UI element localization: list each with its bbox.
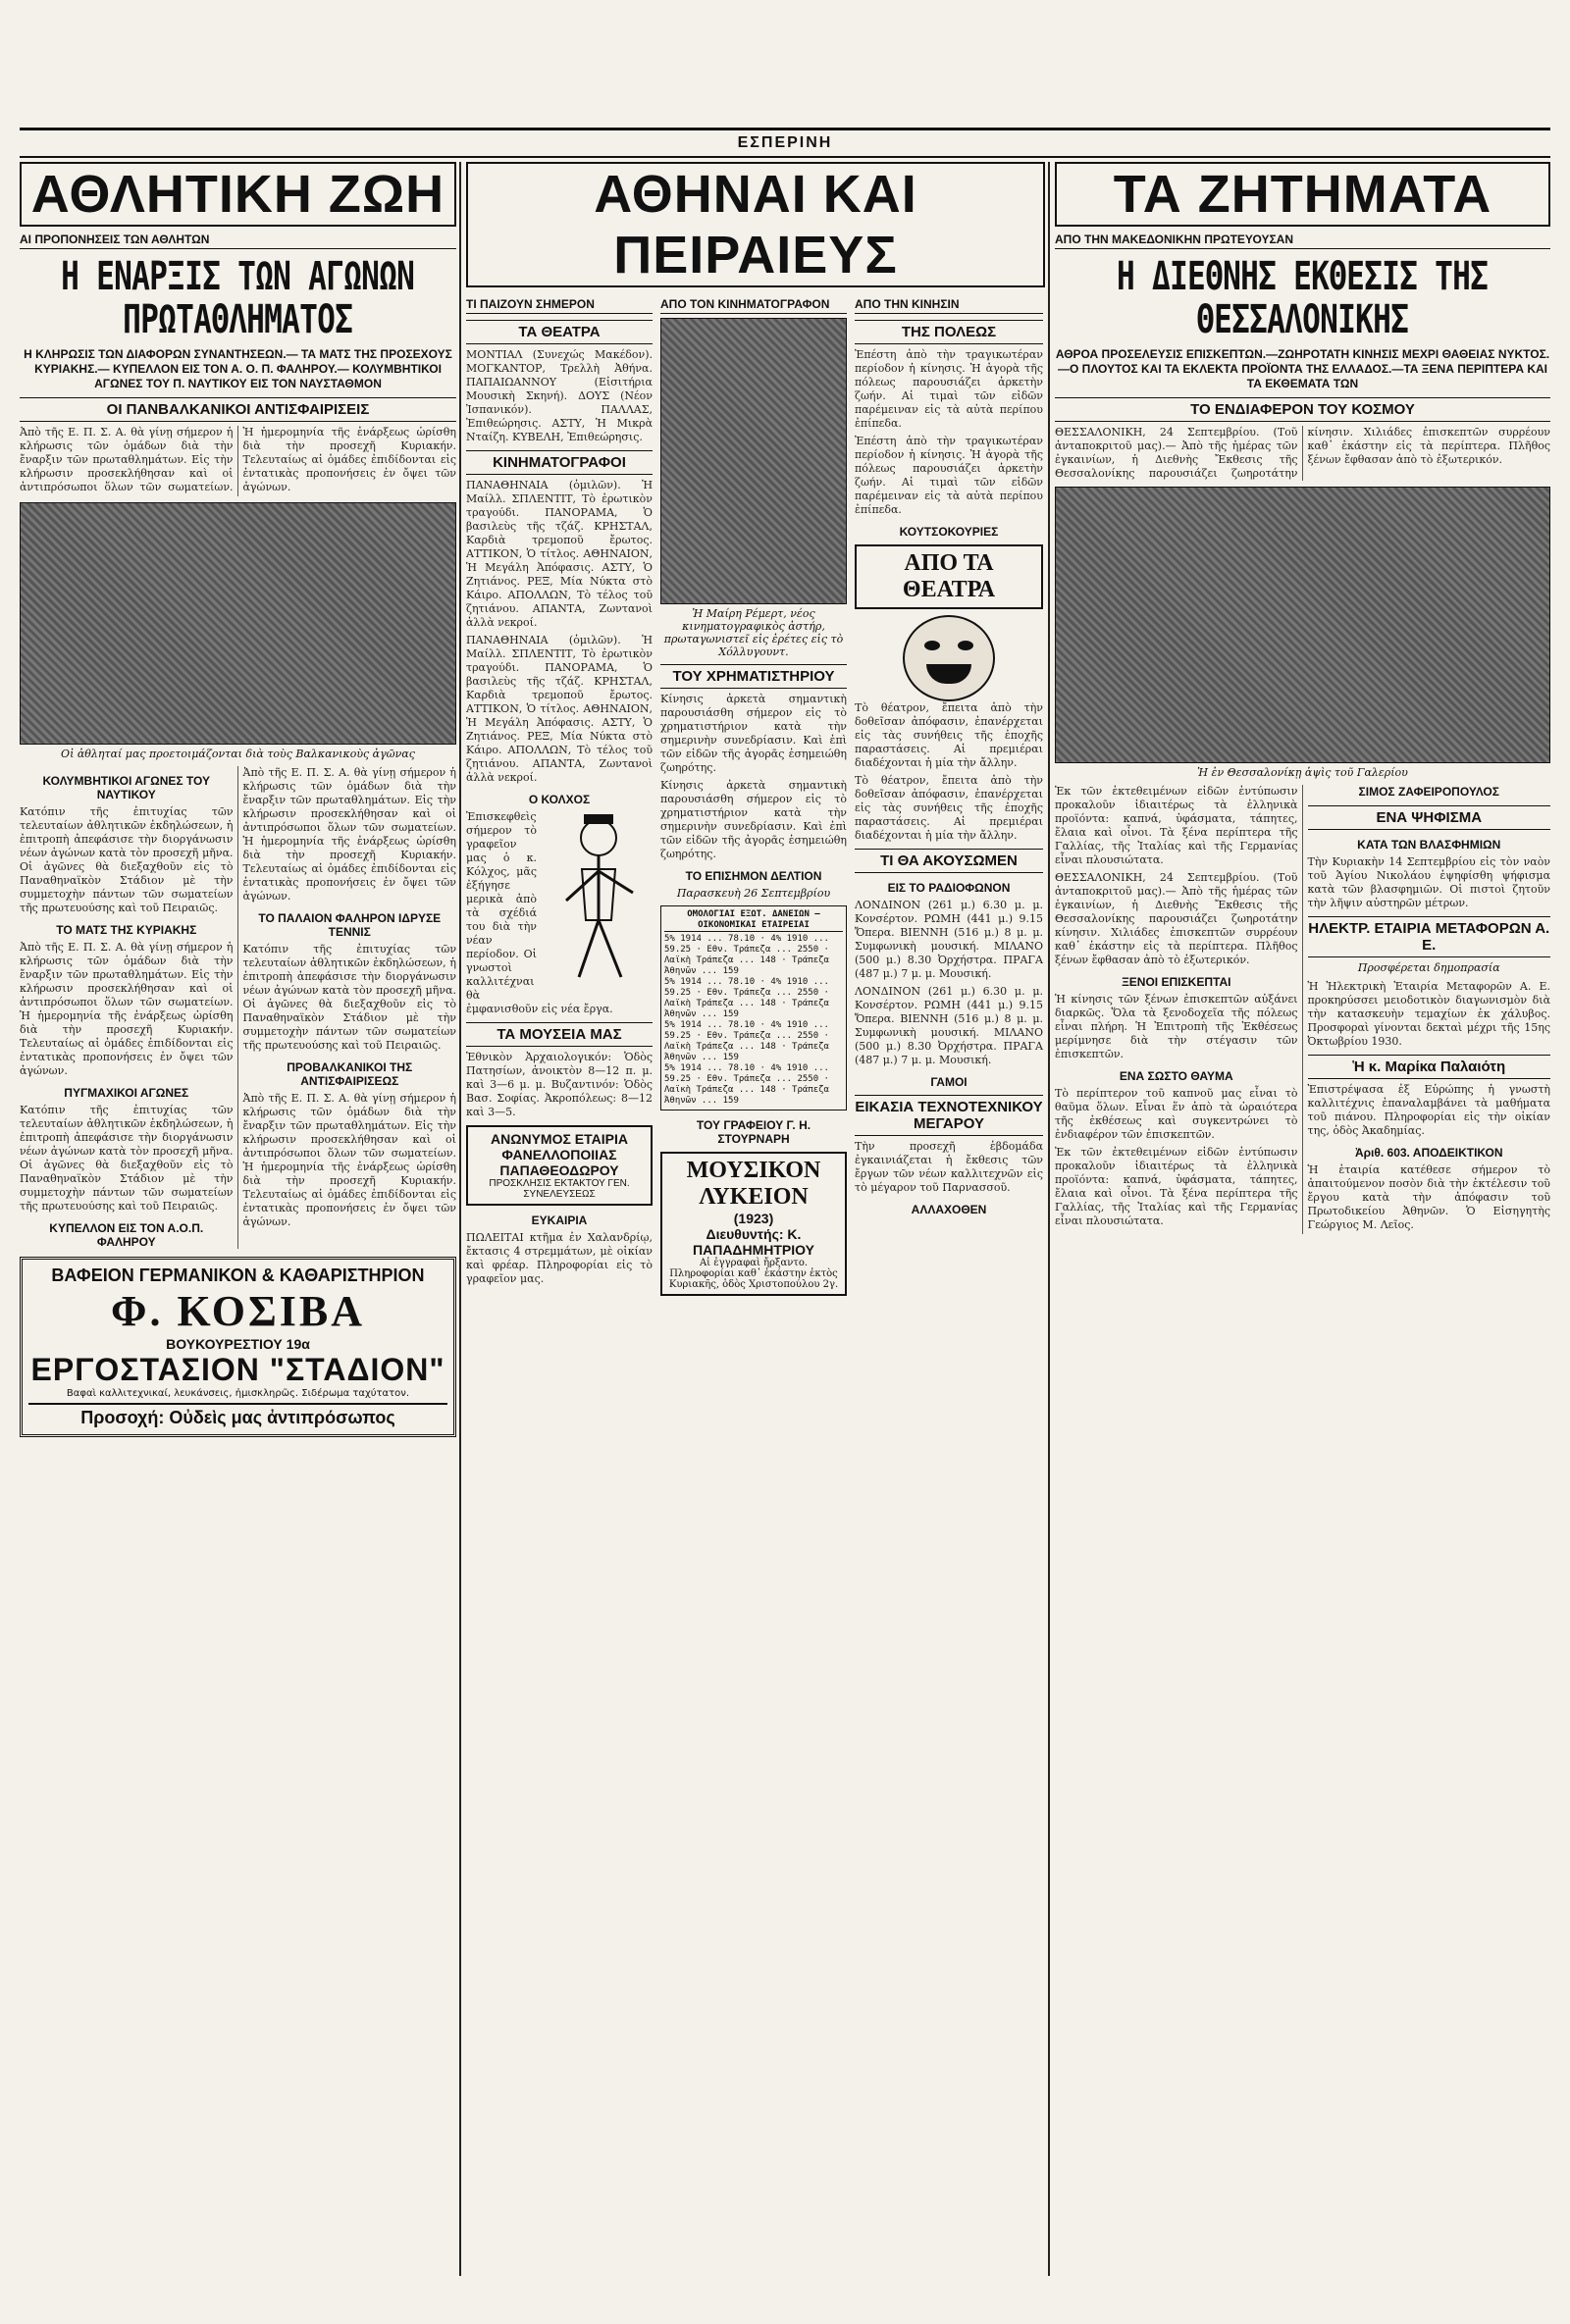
sport-text: Κατόπιν τῆς ἐπιτυχίας τῶν τελευταίων ἀθλητικῶν ἐκδηλώσεων, ἡ ἐπιτροπὴ ἀπεφάσισε τὴν διοργάνωσιν νέων ἀγώνων κατὰ τὸν προσεχῆ μῆνα. Οἱ ἀγῶνες θὰ διεξαχθοῦν εἰς τὸ Παναθηναϊκὸν Στάδιον μὲ τὴν συμμετοχὴν πάντων τῶν σωματείων τῆς πρωτευούσης καὶ τοῦ Πειραιῶς. <box>20 805 234 914</box>
truth-text: Τὸ περίπτερον τοῦ καπνοῦ μας εἶναι τὸ θαῦμα ὅλων. Εἶναι ἕν ἀπὸ τὰ ὡραιότερα τῆς ἐκθέσεως καὶ συγκεντρώνει τὸ ἐνδιαφέρον τῶν ἐπισκεπτῶν. <box>1055 1087 1298 1141</box>
theatres-list: ΜΟΝΤΙΑΛ (Συνεχώς Μακέδον). ΜΟΓΚΑΝΤΟΡ, Τρελλὴ Ἀθήνα. ΠΑΠΑΙΩΑΝΝΟΥ (Εἰσιτήρια Μουσικὴ Σκηνή). ΔΟΥΣ (Νέον Ἰσπανικόν). ΠΑΛΛΑΣ, Ἐπιθεώρησις. ΑΣΤΥ, Ἡ Μικρὰ Νταίζη. ΚΥΒΕΛΗ, Ἐπιθεώρησις. <box>466 348 653 443</box>
author: ΣΙΜΟΣ ΖΑΦΕΙΡΟΠΟΥΛΟΣ <box>1358 785 1499 799</box>
athens-column <box>466 162 1045 2276</box>
cup-heading: ΚΥΠΕΛΛΟΝ ΕΙΣ ΤΟΝ Α.Ο.Π. ΦΑΛΗΡΟΥ <box>49 1221 204 1249</box>
paleoti-text: Ἐπιστρέψασα ἐξ Εὐρώπης ἡ γνωστὴ καλλιτέχνις ἐπαναλαμβάνει τὰ μαθήματα τοῦ πιάνου. Πληροφορίαι εἰς τὴν οἰκίαν της, ὁδὸς Ἀκαδημίας. <box>1307 1083 1550 1137</box>
gamoi-heading: ΓΑΜΟΙ <box>930 1075 968 1089</box>
koros-text: Ἐπισκεφθεὶς σήμερον τὸ γραφεῖον μας ὁ κ. Κόλχος, μᾶς ἐξήγησε μερικὰ ἀπὸ τὰ σχέδιά του διὰ τὴν νέαν περίοδον. Οἱ γνωστοὶ καλλιτέχναι θὰ ἐμφανισθοῦν εἰς νέα ἔργα. <box>466 810 613 1015</box>
theatre-box-title: ΑΠΟ ΤΑ ΘΕΑΤΡΑ <box>902 550 996 602</box>
ad-factory: ΕΡΓΟΣΤΑΣΙΟΝ "ΣΤΑΔΙΟΝ" <box>30 1352 445 1387</box>
sport-header: ΑΘΛΗΤΙΚΗ ΖΩΗ <box>20 162 456 227</box>
masthead <box>20 128 1550 158</box>
kosiva-advertisement <box>20 1257 456 1437</box>
column-divider <box>1048 162 1050 2276</box>
ad-notice: Προσοχή: Οὐδεὶς μας ἀντιπρόσωπος <box>28 1403 447 1428</box>
sport-headline: Η ΕΝΑΡΞΙΣ ΤΩΝ ΑΓΩΝΩΝ ΠΡΩΤΑΘΛΗΜΑΤΟΣ <box>61 254 415 342</box>
theatre-box <box>855 544 1043 609</box>
company-notice <box>466 1125 653 1206</box>
athens-header: ΑΘΗΝΑΙ ΚΑΙ ΠΕΙΡΑΙΕΥΣ <box>466 162 1045 287</box>
eikasia-text: Τὴν προσεχῆ ἑβδομάδα ἐγκαινιάζεται ἡ ἔκθεσις τῶν ἔργων τῶν νέων καλλιτεχνῶν εἰς τὸ μέγαρον τοῦ Παρνασσοῦ. <box>855 1140 1043 1194</box>
issues-text: ΘΕΣΣΑΛΟΝΙΚΗ, 24 Σεπτεμβρίου. (Τοῦ ἀνταποκριτοῦ μας).— Ἀπὸ τῆς ἡμέρας τῶν ἐγκαινίων, ἡ Διεθνὴς Ἔκθεσις τῆς Θεσσαλονίκης παρουσιάζει ζωηροτάτην κίνησιν. Χιλιάδες ἐπισκεπτῶν συρρέουν καθ᾽ ἑκάστην εἰς τὰ περίπτερα. Πλῆθος ξένων ἔφθασαν ἀπὸ τὸ ἐξωτερικόν. <box>1055 426 1550 480</box>
cartoon-man-icon <box>545 810 653 987</box>
table-rows: 5% 1914 ... 78.10 · 4% 1910 ... 59.25 · Εθν. Τράπεζα ... 2550 · Λαϊκὴ Τράπεζα ... 148 · Τράπεζα Ἀθηνῶν ... 159 <box>664 1063 829 1106</box>
elec-heading: ΗΛΕΚΤΡ. ΕΤΑΙΡΙΑ ΜΕΤΑΦΟΡΩΝ Α. Ε. <box>1308 916 1551 957</box>
theatre-mask-icon <box>903 615 995 701</box>
issues-text: Ἐκ τῶν ἐκτεθειμένων εἰδῶν ἐντύπωσιν προκαλοῦν ἰδιαιτέρως τὰ ἐλληνικὰ προϊόντα: καπνά, ὑφάσματα, τάπητες, ἔλαια καὶ οἶνοι. Τὰ ξένα περίπτερα τῆς Γαλλίας, τῆς Ἰταλίας καὶ τῆς Γερμανίας εἶναι πλουσιώτατα. <box>1055 1146 1298 1227</box>
issues-kicker: ΑΠΟ ΤΗΝ ΜΑΚΕΔΟΝΙΚΗΝ ΠΡΩΤΕΥΟΥΣΑΝ <box>1055 231 1550 249</box>
boxing-heading: ΠΥΓΜΑΧΙΚΟΙ ΑΓΩΝΕΣ <box>64 1086 189 1100</box>
theatres-block <box>466 291 653 1302</box>
koros-heading: Ο ΚΟΛΧΟΣ <box>528 793 591 806</box>
sport-text: Κατόπιν τῆς ἐπιτυχίας τῶν τελευταίων ἀθλητικῶν ἐκδηλώσεων, ἡ ἐπιτροπὴ ἀπεφάσισε τὴν διοργάνωσιν νέων ἀγώνων κατὰ τὸν προσεχῆ μῆνα. Οἱ ἀγῶνες θὰ διεξαχθοῦν εἰς τὸ Παναθηναϊκὸν Στάδιον μὲ τὴν συμμετοχὴν πάντων τῶν σωματείων τῆς πρωτευούσης καὶ τοῦ Πειραιῶς. <box>20 1104 234 1213</box>
museum-heading: ΤΑ ΜΟΥΣΕΙΑ ΜΑΣ <box>466 1022 653 1047</box>
exchange-heading: ΤΟΥ ΧΡΗΜΑΤΙΣΤΗΡΙΟΥ <box>660 664 847 689</box>
cinemas-list: ΠΑΝΑΘΗΝΑΙΑ (ὁμιλῶν). Ἡ Μαίλλ. ΣΠΛΕΝΤΙΤ, Τὸ ἐρωτικὸν τραγούδι. ΠΑΝΟΡΑΜΑ, Ὁ βασιλεὺς τῆς τζάζ. ΚΡΗΣΤΑΛ, Καρδιὰ τρεμοποῦ ἔρωτος. ΑΤΤΙΚΟΝ, Ὁ τίτλος. ΑΘΗΝΑΙΟΝ, Ἡ Μεγάλη Ἀπόφασις. ΑΣΤΥ, Ὁ Ζητιάνος. ΡΕΞ, Μία Νύκτα στὸ Κάιρο. ΑΠΟΛΛΩΝ, Τὸ τέλος τοῦ ζητιάνου. ΑΠΑΝΤΑ, Ζωντανοὶ ἀλλὰ νεκροί. <box>466 479 653 629</box>
cinemas-heading: ΚΙΝΗΜΑΤΟΓΡΑΦΟΙ <box>466 450 653 475</box>
stock-table <box>660 905 847 1110</box>
sport-section: ΟΙ ΠΑΝΒΑΛΚΑΝΙΚΟΙ ΑΝΤΙΣΦΑΙΡΙΣΕΙΣ <box>20 397 456 422</box>
sport-subhead: Η ΚΛΗΡΩΣΙΣ ΤΩΝ ΔΙΑΦΟΡΩΝ ΣΥΝΑΝΤΗΣΕΩΝ.— ΤΑ ΜΑΤΣ ΤΗΣ ΠΡΟΣΕΧΟΥΣ ΚΥΡΙΑΚΗΣ.— ΚΥΠΕΛΛΟΝ ΕΙΣ ΤΟΝ Α. Ο. Π. ΦΑΛΗΡΟΥ.— ΚΟΛΥΜΒΗΤΙΚΟΙ ΑΓΩΝΕΣ ΤΟΥ Π. ΝΑΥΤΙΚΟΥ ΕΙΣ ΤΟΝ ΝΑΥΣΤΑΘΜΟΝ <box>24 347 452 390</box>
radio-text: ΛΟΝΔΙΝΟΝ (261 μ.) 6.30 μ. μ. Κονσέρτον. ΡΩΜΗ (441 μ.) 9.15 Ὄπερα. ΒΙΕΝΝΗ (516 μ.) 8 μ. μ. Συμφωνικὴ μουσική. ΜΙΛΑΝΟ (500 μ.) 8.30 Ὀρχήστρα. ΠΡΑΓΑ (487 μ.) 7 μ. μ. Μουσική. <box>855 899 1043 980</box>
notice-text: Ἡ ἑταιρία κατέθεσε σήμερον τὸ ἀπαιτούμενον ποσὸν διὰ τὴν ἐκτέλεσιν τοῦ ἔργου κατὰ τὴν ἀπόφασιν τοῦ Πρωτοδικείου Ἀθηνῶν. Ὁ Εἰσηγητὴς Γεώργιος Μ. Λεῖος. <box>1307 1163 1550 1231</box>
company-title: ΑΝΩΝΥΜΟΣ ΕΤΑΙΡΙΑ ΦΑΝΕΛΛΟΠΟΙΙΑΣ ΠΑΠΑΘΕΟΔΩΡΟΥ <box>491 1131 628 1178</box>
lyceum-title: ΜΟΥΣΙΚΟΝ ΛΥΚΕΙΟΝ <box>686 1158 821 1210</box>
allaxothen-heading: ΑΛΛΑΧΟΘΕΝ <box>911 1203 987 1216</box>
nautical-heading: ΚΟΛΥΜΒΗΤΙΚΟΙ ΑΓΩΝΕΣ ΤΟΥ ΝΑΥΤΙΚΟΥ <box>42 774 211 801</box>
sport-text: Ἀπὸ τῆς Ε. Π. Σ. Α. θὰ γίνῃ σήμερον ἡ κλήρωσις τῶν ὁμάδων διὰ τὴν ἔναρξιν τῶν πρωταθλημάτων. Εἰς τὴν κλήρωσιν προσεκλήθησαν καὶ οἱ ἀντιπρόσωποι ὅλων τῶν σωματείων. Ἡ ἡμερομηνία τῆς ἐνάρξεως ὡρίσθη διὰ τὴν προσεχῆ Κυριακήν. Τελευταίως αἱ ὁμάδες ἐπιδίδονται εἰς ἐντατικὰς προπονήσεις ἐν ὄψει τῶν ἀγώνων. <box>242 766 456 903</box>
table-rows: 5% 1914 ... 78.10 · 4% 1910 ... 59.25 · Εθν. Τράπεζα ... 2550 · Λαϊκὴ Τράπεζα ... 148 · Τράπεζα Ἀθηνῶν ... 159 <box>664 977 829 1019</box>
motion-kicker: ΑΠΟ ΤΗΝ ΚΙΝΗΣΙΝ <box>855 295 1043 314</box>
cinema-block <box>660 291 847 1302</box>
falirou-heading: ΤΟ ΠΑΛΑΙΟΝ ΦΑΛΗΡΟΝ ΙΔΡΥΣΕ ΤΕΝΝΙΣ <box>258 911 442 939</box>
stournari-heading: ΤΟΥ ΓΡΑΦΕΙΟΥ Γ. Η. ΣΤΟΥΡΝΑΡΗ <box>696 1118 811 1146</box>
eikasia-heading: ΕΙΚΑΣΙΑ ΤΕΧΝΟΤΕΧΝΙΚΟΥ ΜΕΓΑΡΟΥ <box>855 1095 1043 1136</box>
lyceum-year: (1923) <box>733 1211 774 1226</box>
official-heading: ΤΟ ΕΠΙΣΗΜΟΝ ΔΕΛΤΙΟΝ <box>685 869 822 883</box>
arch-photo <box>1055 487 1550 763</box>
eukairia-heading: ΕΥΚΑΙΡΙΑ <box>531 1214 588 1227</box>
masthead-title: ΕΣΠΕΡΙΝΗ <box>737 134 833 151</box>
ad-desc: Βαφαὶ καλλιτεχνικαί, λευκάνσεις, ἡμισκληρῶς. Σιδέρωμα ταχύτατον. <box>66 1388 410 1399</box>
vote-sub: ΚΑΤΑ ΤΩΝ ΒΛΑΣΦΗΜΙΩΝ <box>1357 838 1501 852</box>
ad-address: ΒΟΥΚΟΥΡΕΣΤΙΟΥ 19α <box>166 1336 310 1352</box>
vote-text: Τὴν Κυριακὴν 14 Σεπτεμβρίου εἰς τὸν ναὸν τοῦ Ἁγίου Νικολάου ἐψηφίσθη ψήφισμα κατὰ τῶν βλασφημιῶν. Οἱ πιστοὶ ζητοῦν τὴν λῆψιν αὐστηρῶν μέτρων. <box>1307 855 1550 909</box>
visitors-text: Ἡ κίνησις τῶν ξένων ἐπισκεπτῶν αὐξάνει διαρκῶς. Ὅλα τὰ ξενοδοχεῖα τῆς πόλεως εἶναι πλήρη. Ἡ Ἐπιτροπὴ τῆς Ἐκθέσεως μερίμνησε διὰ τὴν στέγασιν τῶν ἐπισκεπτῶν. <box>1055 993 1298 1060</box>
table-rows: 5% 1914 ... 78.10 · 4% 1910 ... 59.25 · Εθν. Τράπεζα ... 2550 · Λαϊκὴ Τράπεζα ... 148 · Τράπεζα Ἀθηνῶν ... 159 <box>664 934 829 976</box>
exchange-text: Κίνησις ἀρκετὰ σημαντικὴ παρουσιάσθη σήμερον εἰς τὸ χρηματιστήριον κατὰ τὴν σημερινὴν συνεδρίασιν. Καὶ ἐπὶ τῶν εἰδῶν τῆς ἀγορᾶς ἐσημειώθη ζωηρότης. <box>660 779 847 860</box>
radio-text: ΛΟΝΔΙΝΟΝ (261 μ.) 6.30 μ. μ. Κονσέρτον. ΡΩΜΗ (441 μ.) 9.15 Ὄπερα. ΒΙΕΝΝΗ (516 μ.) 8 μ. μ. Συμφωνικὴ μουσική. ΜΙΛΑΝΟ (500 μ.) 8.30 Ὀρχήστρα. ΠΡΑΓΑ (487 μ.) 7 μ. μ. Μουσική. <box>855 985 1043 1066</box>
koutsou-heading: ΚΟΥΤΣΟΚΟΥΡΙΕΣ <box>899 525 999 539</box>
paleoti-heading: Ἡ κ. Μαρίκα Παλαιότη <box>1308 1055 1551 1079</box>
elec-sub: Προσφέρεται δημοπρασία <box>1357 961 1500 974</box>
lyceum-text: Αἱ ἐγγραφαὶ ἤρξαντο. Πληροφορίαι καθ᾽ ἑκάστην ἐκτὸς Κυριακῆς, ὁδὸς Χριστοπούλου 2γ. <box>668 1258 839 1290</box>
sport-kicker: ΑΙ ΠΡΟΠΟΝΗΣΕΙΣ ΤΩΝ ΑΘΛΗΤΩΝ <box>20 231 456 249</box>
sport-text: Ἀπὸ τῆς Ε. Π. Σ. Α. θὰ γίνῃ σήμερον ἡ κλήρωσις τῶν ὁμάδων διὰ τὴν ἔναρξιν τῶν πρωταθλημάτων. Εἰς τὴν κλήρωσιν προσεκλήθησαν καὶ οἱ ἀντιπρόσωποι ὅλων τῶν σωματείων. Ἡ ἡμερομηνία τῆς ἐνάρξεως ὡρίσθη διὰ τὴν προσεχῆ Κυριακήν. Τελευταίως αἱ ὁμάδες ἐπιδίδονται εἰς ἐντατικὰς προπονήσεις ἐν ὄψει τῶν ἀγώνων. <box>242 1092 456 1228</box>
official-date: Παρασκευὴ 26 Σεπτεμβρίου <box>676 887 831 900</box>
issues-text: ΘΕΣΣΑΛΟΝΙΚΗ, 24 Σεπτεμβρίου. (Τοῦ ἀνταποκριτοῦ μας).— Ἀπὸ τῆς ἡμέρας τῶν ἐγκαινίων, ἡ Διεθνὴς Ἔκθεσις τῆς Θεσσαλονίκης παρουσιάζει ζωηροτάτην κίνησιν. Χιλιάδες ἐπισκεπτῶν συρρέουν καθ᾽ ἑκάστην εἰς τὰ περίπτερα. Πλῆθος ξένων ἔφθασαν ἀπὸ τὸ ἐξωτερικόν. <box>1055 871 1298 966</box>
lyceum-box <box>660 1152 847 1296</box>
motion-text: Ἐπέστη ἀπὸ τὴν τραγικωτέραν περίοδον ἡ κίνησις. Ἡ ἀγορὰ τῆς πόλεως παρουσιάζει ἀρκετὴν ζωήν. Αἱ τιμαὶ τῶν εἰδῶν παρέμειναν εἰς τὰ αὐτὰ περίπου ἐπίπεδα. <box>855 435 1043 516</box>
visitors-heading: ΞΕΝΟΙ ΕΠΙΣΚΕΠΤΑΙ <box>1122 975 1231 989</box>
mask-eye <box>924 641 940 650</box>
ad-name: Φ. ΚΟΣΙΒΑ <box>110 1287 366 1335</box>
notice-heading: Ἀριθ. 603. ΑΠΟΔΕΙΚΤΙΚΟΝ <box>1354 1146 1503 1160</box>
photo-caption: Οἱ ἀθληταί μας προετοιμάζονται διὰ τοὺς Βαλκανικοὺς ἀγῶνας <box>61 748 415 760</box>
mask-eye <box>958 641 973 650</box>
radio-heading: ΕΙΣ ΤΟ ΡΑΔΙΟΦΩΝΟΝ <box>887 881 1011 895</box>
museum-text: Ἐθνικὸν Ἀρχαιολογικόν: Ὁδὸς Πατησίων, ἀνοικτὸν 8—12 π. μ. καὶ 3—6 μ. μ. Βυζαντινόν: Ὁδὸς Βασ. Σοφίας. Ἀκροπόλεως: 8—12 καὶ 3—5. <box>466 1051 653 1118</box>
theatre-text: Τὸ θέατρον, ἔπειτα ἀπὸ τὴν δοθεῖσαν ἀπόφασιν, ἐπανέρχεται εἰς τὰς συνήθεις τῆς ἐποχῆς παραστάσεις. Αἱ πρεμιέραι διαδέχονται ἡ μία τὴν ἄλλην. <box>855 701 1043 769</box>
sport-text: Ἀπὸ τῆς Ε. Π. Σ. Α. θὰ γίνῃ σήμερον ἡ κλήρωσις τῶν ὁμάδων διὰ τὴν ἔναρξιν τῶν πρωταθλημάτων. Εἰς τὴν κλήρωσιν προσεκλήθησαν καὶ οἱ ἀντιπρόσωποι ὅλων τῶν σωματείων. Ἡ ἡμερομηνία τῆς ἐνάρξεως ὡρίσθη διὰ τὴν προσεχῆ Κυριακήν. Τελευταίως αἱ ὁμάδες ἐπιδίδονται εἰς ἐντατικὰς προπονήσεις ἐν ὄψει τῶν ἀγώνων. <box>20 941 234 1077</box>
table-rows: 5% 1914 ... 78.10 · 4% 1910 ... 59.25 · Εθν. Τράπεζα ... 2550 · Λαϊκὴ Τράπεζα ... 148 · Τράπεζα Ἀθηνῶν ... 159 <box>664 1020 829 1062</box>
newspaper-page <box>20 20 1550 2276</box>
issues-column <box>1055 162 1550 2276</box>
actress-caption: Ἡ Μαίρη Ρέμερτ, νέος κινηματογραφικὸς ἀστήρ, πρωταγωνιστεῖ εἰς ἐρέτες εἰς τὸ Χόλλυγουντ. <box>663 607 844 658</box>
actress-photo <box>660 318 847 604</box>
issues-section: ΤΟ ΕΝΔΙΑΦΕΡΟΝ ΤΟΥ ΚΟΣΜΟΥ <box>1055 397 1550 422</box>
matches-heading: ΤΟ ΜΑΤΣ ΤΗΣ ΚΥΡΙΑΚΗΣ <box>56 923 197 937</box>
athletes-photo <box>20 502 456 745</box>
cinemas-list: ΠΑΝΑΘΗΝΑΙΑ (ὁμιλῶν). Ἡ Μαίλλ. ΣΠΛΕΝΤΙΤ, Τὸ ἐρωτικὸν τραγούδι. ΠΑΝΟΡΑΜΑ, Ὁ βασιλεὺς τῆς τζάζ. ΚΡΗΣΤΑΛ, Καρδιὰ τρεμοποῦ ἔρωτος. ΑΤΤΙΚΟΝ, Ὁ τίτλος. ΑΘΗΝΑΙΟΝ, Ἡ Μεγάλη Ἀπόφασις. ΑΣΤΥ, Ὁ Ζητιάνος. ΡΕΞ, Μία Νύκτα στὸ Κάιρο. ΑΠΟΛΛΩΝ, Τὸ τέλος τοῦ ζητιάνου. ΑΠΑΝΤΑ, Ζωντανοὶ ἀλλὰ νεκροί. <box>466 634 653 784</box>
elec-text: Ἡ Ἠλεκτρικὴ Ἑταιρία Μεταφορῶν Α. Ε. προκηρύσσει μειοδοτικὸν διαγωνισμὸν διὰ τὴν κατασκευὴν τεμαχίων ἐκ χάλυβος. Προσφοραὶ γίνονται δεκταὶ μέχρι τῆς 15ης Ὀκτωβρίου 1930. <box>1307 980 1550 1048</box>
eukairia-text: ΠΩΛΕΙΤΑΙ κτῆμα ἐν Χαλανδρίῳ, ἔκτασις 4 στρεμμάτων, μὲ οἰκίαν καὶ φρέαρ. Πληροφορίαι εἰς τὸ γραφεῖον μας. <box>466 1231 653 1285</box>
truth-heading: ΕΝΑ ΣΩΣΤΟ ΘΑΥΜΑ <box>1119 1069 1233 1083</box>
exchange-text: Κίνησις ἀρκετὰ σημαντικὴ παρουσιάσθη σήμερον εἰς τὸ χρηματιστήριον κατὰ τὴν σημερινὴν συνεδρίασιν. Καὶ ἐπὶ τῶν εἰδῶν τῆς ἀγορᾶς ἐσημειώθη ζωηρότης. <box>660 693 847 774</box>
issues-headline: Η ΔΙΕΘΝΗΣ ΕΚΘΕΣΙΣ ΤΗΣ ΘΕΣΣΑΛΟΝΙΚΗΣ <box>1117 254 1489 342</box>
tennis-heading: ΠΡΟΒΑΛΚΑΝΙΚΟΙ ΤΗΣ ΑΝΤΙΣΦΑΙΡΙΣΕΩΣ <box>287 1060 413 1088</box>
motion-block <box>855 291 1043 1302</box>
vote-heading: ΕΝΑ ΨΗΦΙΣΜΑ <box>1308 805 1551 830</box>
issues-header: ΤΑ ΖΗΤΗΜΑΤΑ <box>1055 162 1550 227</box>
motion-heading: ΤΗΣ ΠΟΛΕΩΣ <box>855 320 1043 344</box>
theatre-text: Τὸ θέατρον, ἔπειτα ἀπὸ τὴν δοθεῖσαν ἀπόφασιν, ἐπανέρχεται εἰς τὰς συνήθεις τῆς ἐποχῆς παραστάσεις. Αἱ πρεμιέραι διαδέχονται ἡ μία τὴν ἄλλην. <box>855 774 1043 842</box>
radio-sub: ΤΙ ΘΑ ΑΚΟΥΣΩΜΕΝ <box>855 849 1043 873</box>
cartoon-figure <box>545 810 653 987</box>
company-sub: ΠΡΟΣΚΛΗΣΙΣ ΕΚΤΑΚΤΟΥ ΓΕΝ. ΣΥΝΕΛΕΥΣΕΩΣ <box>489 1178 630 1200</box>
sport-column <box>20 162 456 2276</box>
column-divider <box>459 162 461 2276</box>
table-header: ΟΜΟΛΟΓΙΑΙ ΕΞΩΤ. ΔΑΝΕΙΩΝ — ΟΙΚΟΝΟΜΙΚΑΙ ΕΤΑΙΡΕΙΑΙ <box>664 909 843 932</box>
issues-subhead: ΑΘΡΟΑ ΠΡΟΣΕΛΕΥΣΙΣ ΕΠΙΣΚΕΠΤΩΝ.—ΖΩΗΡΟΤΑΤΗ ΚΙΝΗΣΙΣ ΜΕΧΡΙ ΘΑΘΕΙΑΣ ΝΥΚΤΟΣ.—Ο ΠΛΟΥΤΟΣ ΚΑΙ ΤΑ ΕΚΛΕΚΤΑ ΠΡΟΪΟΝΤΑ ΤΗΣ ΕΛΛΑΔΟΣ.—ΤΑ ΞΕΝΑ ΠΕΡΙΠΤΕΡΑ ΚΑΙ ΤΑ ΕΚΘΕΜΑΤΑ ΤΩΝ <box>1055 347 1550 390</box>
ad-line: ΒΑΦΕΙΟΝ ΓΕΡΜΑΝΙΚΟΝ & ΚΑΘΑΡΙΣΤΗΡΙΟΝ <box>51 1265 425 1285</box>
theatres-heading: ΤΑ ΘΕΑΤΡΑ <box>466 320 653 344</box>
motion-text: Ἐπέστη ἀπὸ τὴν τραγικωτέραν περίοδον ἡ κίνησις. Ἡ ἀγορὰ τῆς πόλεως παρουσιάζει ἀρκετὴν ζωήν. Αἱ τιμαὶ τῶν εἰδῶν παρέμειναν εἰς τὰ αὐτὰ περίπου ἐπίπεδα. <box>855 348 1043 430</box>
arch-caption: Ἡ ἐν Θεσσαλονίκῃ ἁψὶς τοῦ Γαλερίου <box>1197 766 1408 779</box>
mask-mouth <box>926 664 971 684</box>
sport-text: Ἀπὸ τῆς Ε. Π. Σ. Α. θὰ γίνῃ σήμερον ἡ κλήρωσις τῶν ὁμάδων διὰ τὴν ἔναρξιν τῶν πρωταθλημάτων. Εἰς τὴν κλήρωσιν προσεκλήθησαν καὶ οἱ ἀντιπρόσωποι ὅλων τῶν σωματείων. Ἡ ἡμερομηνία τῆς ἐνάρξεως ὡρίσθη διὰ τὴν προσεχῆ Κυριακήν. Τελευταίως αἱ ὁμάδες ἐπιδίδονται εἰς ἐντατικὰς προπονήσεις ἐν ὄψει τῶν ἀγώνων. <box>20 426 456 493</box>
issues-text: Ἐκ τῶν ἐκτεθειμένων εἰδῶν ἐντύπωσιν προκαλοῦν ἰδιαιτέρως τὰ ἐλληνικὰ προϊόντα: καπνά, ὑφάσματα, τάπητες, ἔλαια καὶ οἶνοι. Τὰ ξένα περίπτερα τῆς Γαλλίας, τῆς Ἰταλίας καὶ τῆς Γερμανίας εἶναι πλουσιώτατα. <box>1055 785 1298 866</box>
cinema-kicker: ΑΠΟ ΤΟΝ ΚΙΝΗΜΑΤΟΓΡΑΦΟΝ <box>660 295 847 314</box>
today-kicker: ΤΙ ΠΑΙΖΟΥΝ ΣΗΜΕΡΟΝ <box>466 295 653 314</box>
sport-text: Κατόπιν τῆς ἐπιτυχίας τῶν τελευταίων ἀθλητικῶν ἐκδηλώσεων, ἡ ἐπιτροπὴ ἀπεφάσισε τὴν διοργάνωσιν νέων ἀγώνων κατὰ τὸν προσεχῆ μῆνα. Οἱ ἀγῶνες θὰ διεξαχθοῦν εἰς τὸ Παναθηναϊκὸν Στάδιον μὲ τὴν συμμετοχὴν πάντων τῶν σωματείων τῆς πρωτευούσης καὶ τοῦ Πειραιῶς. <box>242 943 456 1052</box>
lyceum-director: Διευθυντής: Κ. ΠΑΠΑΔΗΜΗΤΡΙΟΥ <box>692 1226 814 1258</box>
